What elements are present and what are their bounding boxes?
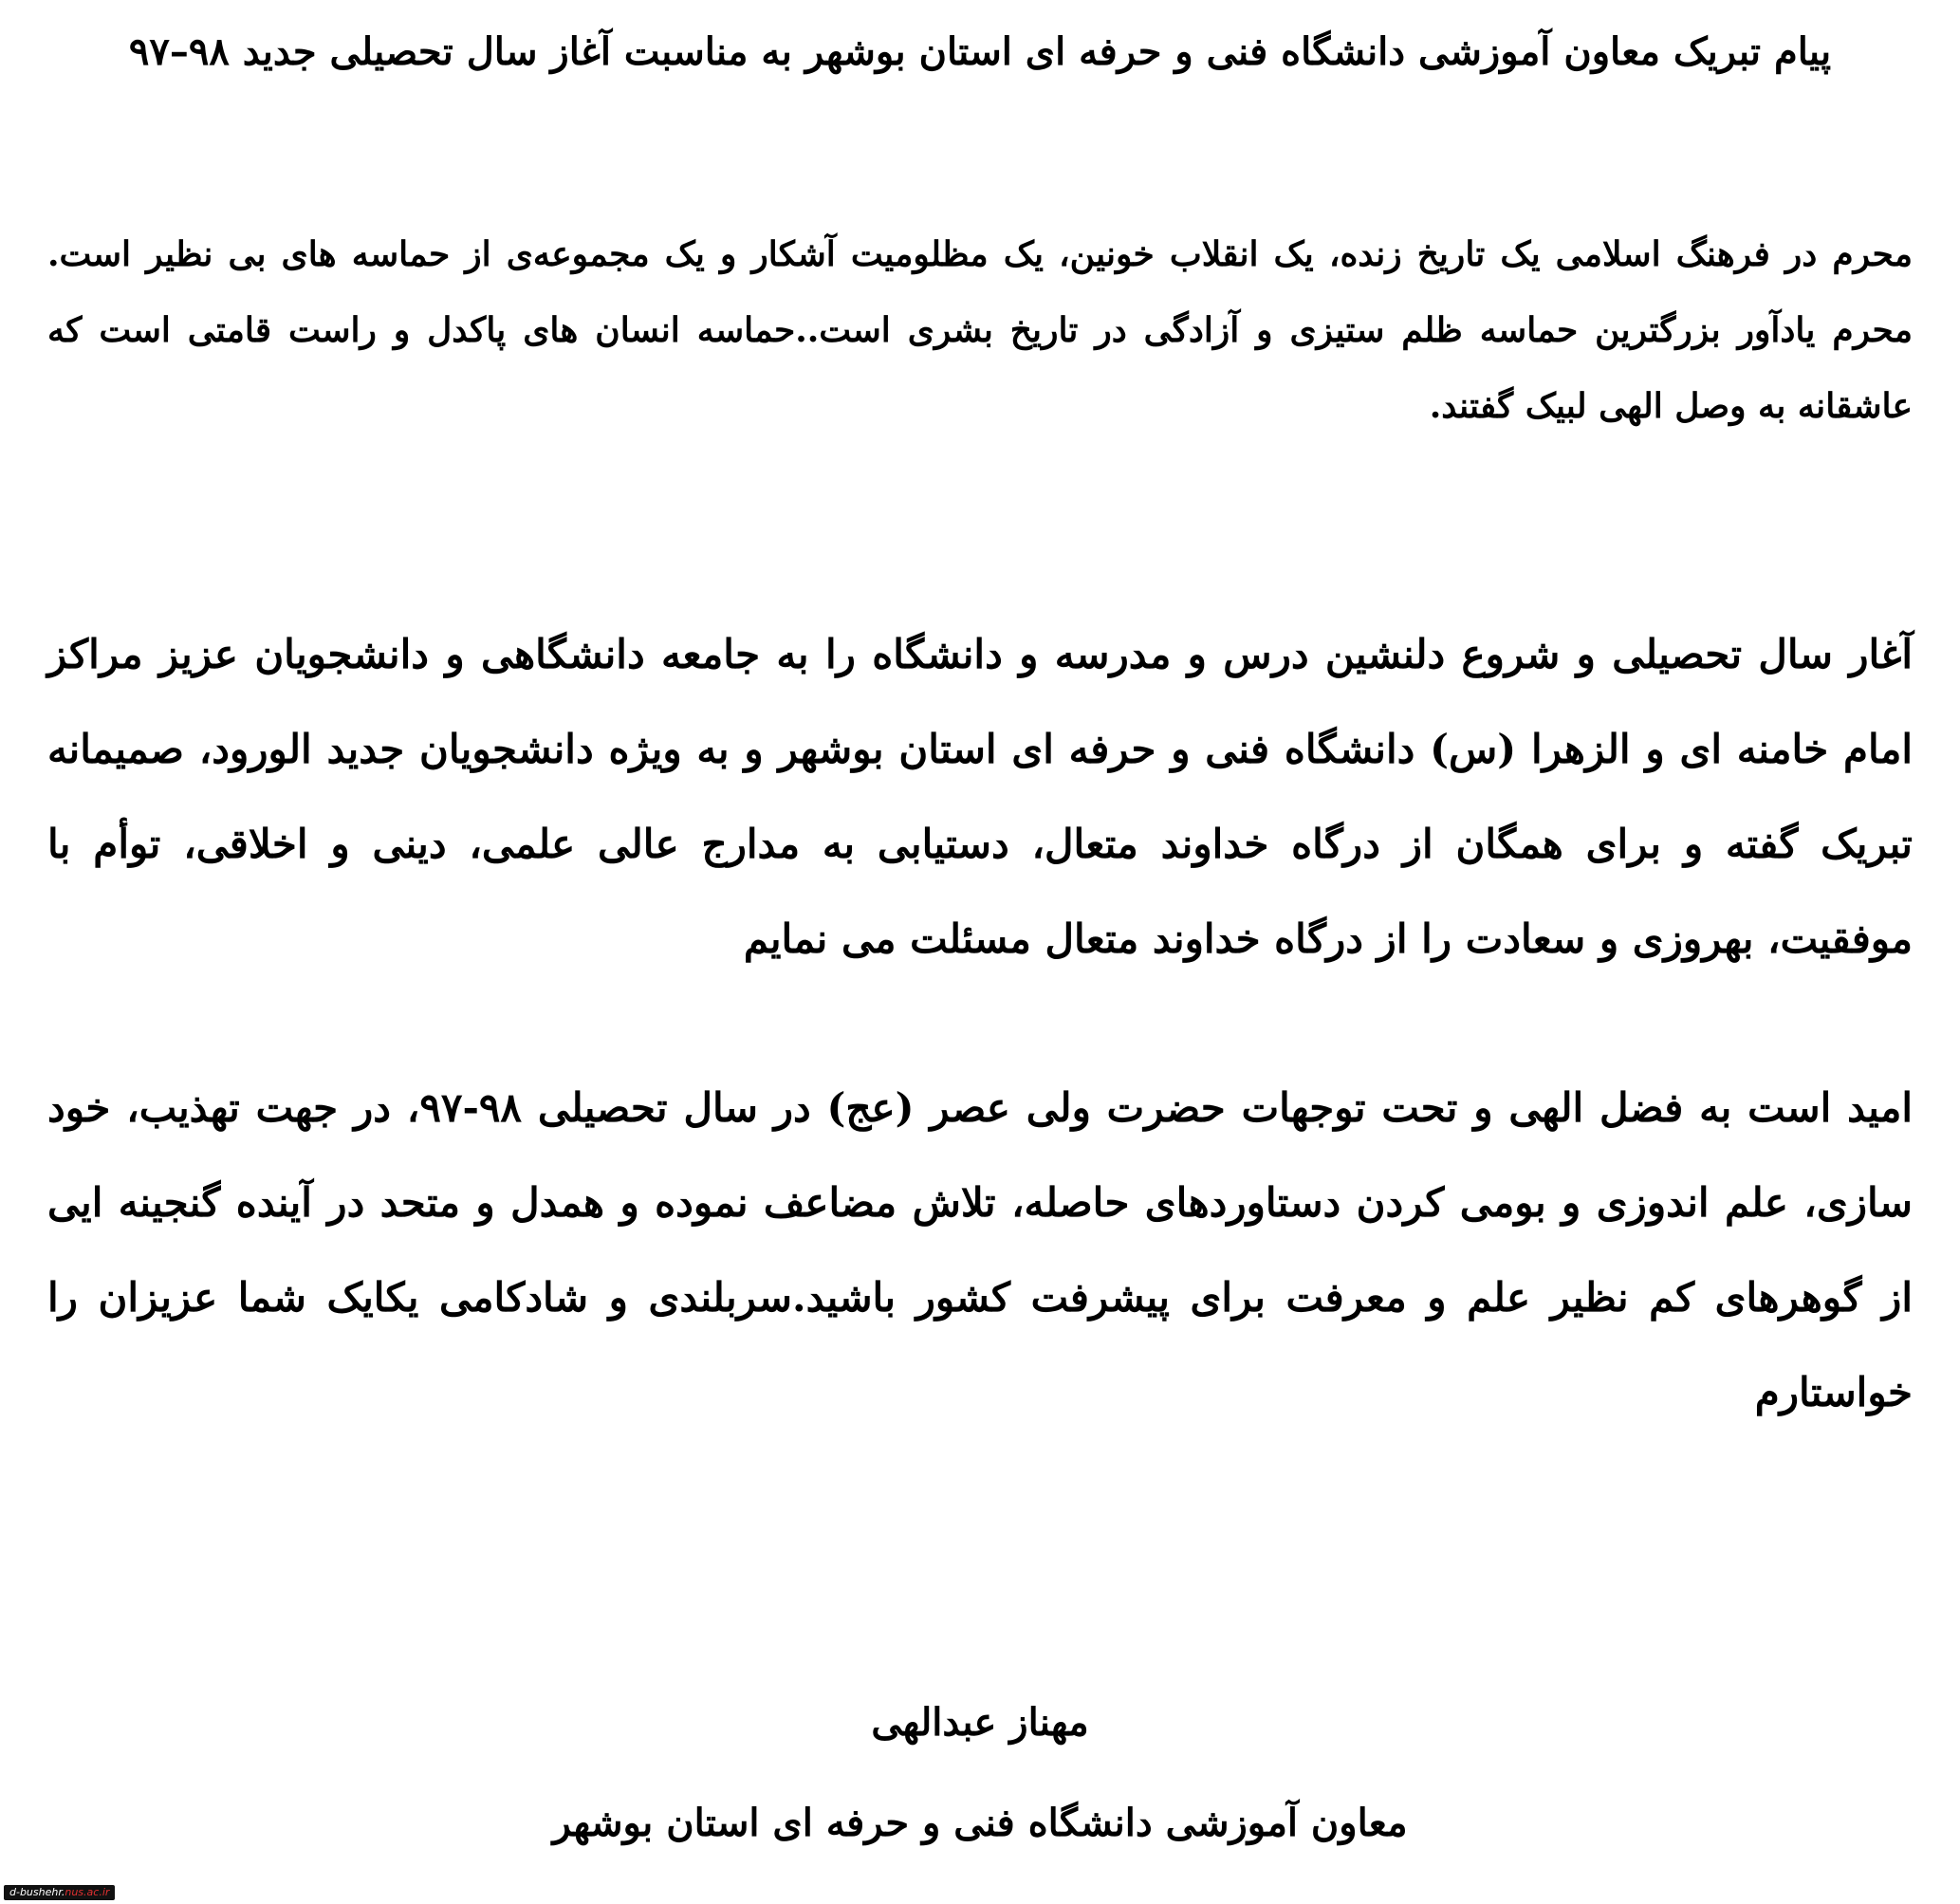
paragraph-hope: امید است به فضل الهی و تحت توجهات حضرت ولی عصر (عج) در سال تحصیلی ۹۸-۹۷، در جهت تهذیب، خود سازی، علم اندوزی و بومی کردن دستاوردهای حاصله، تلاش مضاعف نموده و همدل و متحد در آینده گنجینه ایی از گوهرهای کم نظیر علم و معرفت برای پیشرفت کشور باشید.سربلندی و شادکامی یکایک شما عزیزان را خواستارم xyxy=(47,1084,1913,1415)
signature-role: معاون آموزشی دانشگاه فنی و حرفه ای استان بوشهر xyxy=(552,1801,1408,1845)
site-watermark xyxy=(4,1885,115,1900)
document-title: پیام تبریک معاون آموزشی دانشگاه فنی و حرفه ای استان بوشهر به مناسبت آغاز سال تحصیلی جدید ۹۸–۹۷ xyxy=(128,29,1832,74)
signature-name: مهناز عبدالهی xyxy=(871,1700,1089,1745)
watermark-suffix: nus.ac.ir xyxy=(65,1886,110,1898)
watermark-prefix: d-bushehr. xyxy=(9,1886,65,1898)
paragraph-muharram: محرم در فرهنگ اسلامی یک تاریخ زنده، یک انقلاب خونین، یک مظلومیت آشکار و یک مجموعه‌ی از حماسه های بی نظیر است. محرم یادآور بزرگترین حماسه ظلم ستیزی و آزادگی در تاریخ بشری است..حماسه انسان های پاکدل و راست قامتی است که عاشقانه به وصل الهی لبیک گفتند. xyxy=(47,234,1913,426)
paragraph-congratulation: آغار سال تحصیلی و شروع دلنشین درس و مدرسه و دانشگاه را به جامعه دانشگاهی و دانشجویان عزیز مراکز امام خامنه ای و الزهرا (س) دانشگاه فنی و حرفه ای استان بوشهر و به ویژه دانشجویان جدید الورود، صمیمانه تبریک گفته و برای همگان از درگاه خداوند متعال، دستیابی به مدارج عالی علمی، دینی و اخلاقی، توأم با موفقیت، بهروزی و سعادت را از درگاه خداوند متعال مسئلت می نمایم xyxy=(47,631,1913,962)
